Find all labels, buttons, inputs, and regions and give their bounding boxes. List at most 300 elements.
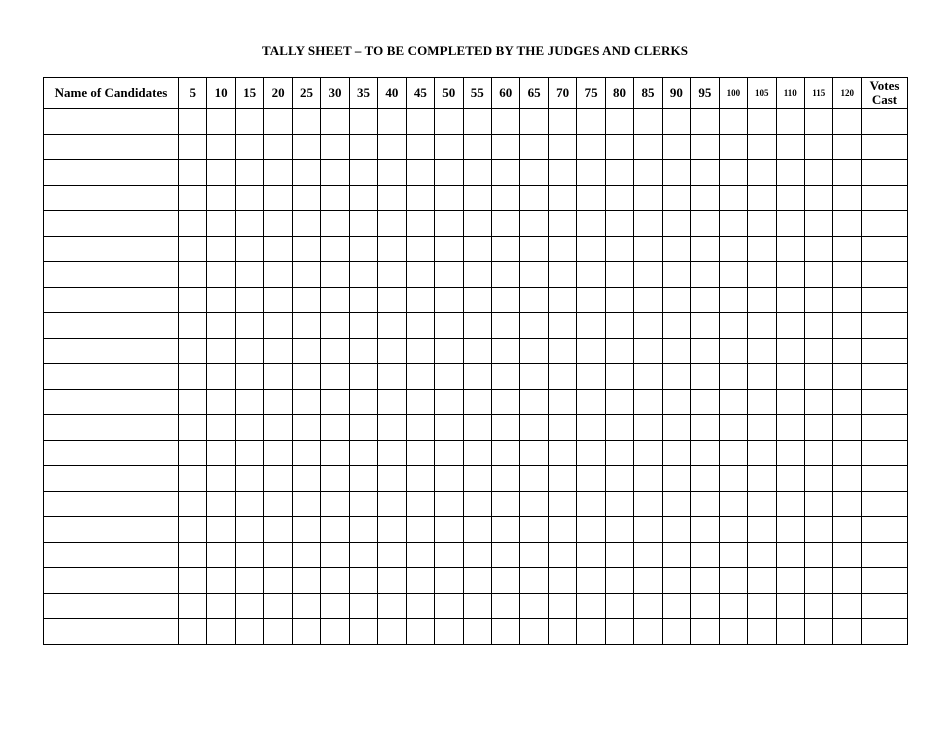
tally-cell[interactable] <box>435 185 463 211</box>
tally-cell[interactable] <box>491 619 519 645</box>
tally-cell[interactable] <box>406 338 434 364</box>
tally-cell[interactable] <box>235 542 263 568</box>
tally-cell[interactable] <box>577 491 605 517</box>
tally-cell[interactable] <box>349 593 377 619</box>
tally-cell[interactable] <box>179 160 207 186</box>
tally-cell[interactable] <box>463 389 491 415</box>
tally-cell[interactable] <box>491 313 519 339</box>
tally-cell[interactable] <box>605 415 633 441</box>
tally-cell[interactable] <box>406 466 434 492</box>
tally-cell[interactable] <box>349 568 377 594</box>
tally-cell[interactable] <box>491 440 519 466</box>
tally-cell[interactable] <box>491 542 519 568</box>
tally-cell[interactable] <box>235 160 263 186</box>
tally-cell[interactable] <box>577 211 605 237</box>
candidate-name-cell[interactable] <box>44 517 179 543</box>
tally-cell[interactable] <box>662 211 690 237</box>
tally-cell[interactable] <box>776 338 804 364</box>
tally-cell[interactable] <box>691 568 719 594</box>
tally-cell[interactable] <box>264 517 292 543</box>
tally-cell[interactable] <box>406 568 434 594</box>
tally-cell[interactable] <box>804 287 832 313</box>
tally-cell[interactable] <box>634 134 662 160</box>
tally-cell[interactable] <box>406 313 434 339</box>
tally-cell[interactable] <box>833 389 862 415</box>
votes-cast-cell[interactable] <box>862 491 908 517</box>
tally-cell[interactable] <box>264 389 292 415</box>
tally-cell[interactable] <box>179 287 207 313</box>
tally-cell[interactable] <box>235 466 263 492</box>
tally-cell[interactable] <box>179 389 207 415</box>
tally-cell[interactable] <box>520 160 548 186</box>
tally-cell[interactable] <box>321 542 349 568</box>
tally-cell[interactable] <box>748 287 776 313</box>
tally-cell[interactable] <box>179 542 207 568</box>
tally-cell[interactable] <box>292 134 320 160</box>
tally-cell[interactable] <box>235 109 263 135</box>
tally-cell[interactable] <box>491 491 519 517</box>
tally-cell[interactable] <box>321 619 349 645</box>
candidate-name-cell[interactable] <box>44 568 179 594</box>
tally-cell[interactable] <box>264 160 292 186</box>
tally-cell[interactable] <box>719 440 747 466</box>
tally-cell[interactable] <box>321 415 349 441</box>
tally-cell[interactable] <box>691 364 719 390</box>
tally-cell[interactable] <box>349 466 377 492</box>
tally-cell[interactable] <box>520 262 548 288</box>
tally-cell[interactable] <box>691 415 719 441</box>
tally-cell[interactable] <box>264 619 292 645</box>
tally-cell[interactable] <box>207 236 235 262</box>
candidate-name-cell[interactable] <box>44 185 179 211</box>
votes-cast-cell[interactable] <box>862 109 908 135</box>
tally-cell[interactable] <box>634 491 662 517</box>
votes-cast-cell[interactable] <box>862 389 908 415</box>
tally-cell[interactable] <box>605 593 633 619</box>
tally-cell[interactable] <box>378 542 406 568</box>
tally-cell[interactable] <box>804 211 832 237</box>
tally-cell[interactable] <box>378 440 406 466</box>
tally-cell[interactable] <box>207 262 235 288</box>
tally-cell[interactable] <box>435 160 463 186</box>
tally-cell[interactable] <box>691 262 719 288</box>
tally-cell[interactable] <box>292 491 320 517</box>
tally-cell[interactable] <box>378 593 406 619</box>
tally-cell[interactable] <box>691 338 719 364</box>
votes-cast-cell[interactable] <box>862 262 908 288</box>
tally-cell[interactable] <box>804 262 832 288</box>
tally-cell[interactable] <box>719 491 747 517</box>
tally-cell[interactable] <box>349 491 377 517</box>
tally-cell[interactable] <box>321 313 349 339</box>
tally-cell[interactable] <box>577 313 605 339</box>
tally-cell[interactable] <box>292 440 320 466</box>
tally-cell[interactable] <box>349 134 377 160</box>
tally-cell[interactable] <box>634 313 662 339</box>
tally-cell[interactable] <box>776 466 804 492</box>
tally-cell[interactable] <box>321 287 349 313</box>
votes-cast-cell[interactable] <box>862 517 908 543</box>
tally-cell[interactable] <box>748 236 776 262</box>
tally-cell[interactable] <box>605 185 633 211</box>
tally-cell[interactable] <box>463 517 491 543</box>
tally-cell[interactable] <box>748 593 776 619</box>
tally-cell[interactable] <box>264 542 292 568</box>
tally-cell[interactable] <box>548 287 576 313</box>
tally-cell[interactable] <box>691 619 719 645</box>
tally-cell[interactable] <box>463 568 491 594</box>
tally-cell[interactable] <box>292 517 320 543</box>
candidate-name-cell[interactable] <box>44 364 179 390</box>
tally-cell[interactable] <box>520 389 548 415</box>
candidate-name-cell[interactable] <box>44 491 179 517</box>
tally-cell[interactable] <box>776 262 804 288</box>
votes-cast-cell[interactable] <box>862 185 908 211</box>
tally-cell[interactable] <box>833 466 862 492</box>
tally-cell[interactable] <box>207 568 235 594</box>
tally-cell[interactable] <box>435 364 463 390</box>
tally-cell[interactable] <box>491 593 519 619</box>
tally-cell[interactable] <box>804 466 832 492</box>
tally-cell[interactable] <box>520 593 548 619</box>
tally-cell[interactable] <box>804 160 832 186</box>
tally-cell[interactable] <box>719 568 747 594</box>
candidate-name-cell[interactable] <box>44 287 179 313</box>
tally-cell[interactable] <box>634 440 662 466</box>
tally-cell[interactable] <box>719 236 747 262</box>
tally-cell[interactable] <box>520 491 548 517</box>
tally-cell[interactable] <box>321 491 349 517</box>
tally-cell[interactable] <box>207 313 235 339</box>
tally-cell[interactable] <box>463 160 491 186</box>
tally-cell[interactable] <box>378 491 406 517</box>
tally-cell[interactable] <box>378 517 406 543</box>
tally-cell[interactable] <box>662 466 690 492</box>
tally-cell[interactable] <box>435 236 463 262</box>
tally-cell[interactable] <box>520 211 548 237</box>
tally-cell[interactable] <box>833 364 862 390</box>
tally-cell[interactable] <box>179 211 207 237</box>
tally-cell[interactable] <box>179 593 207 619</box>
tally-cell[interactable] <box>435 389 463 415</box>
tally-cell[interactable] <box>435 415 463 441</box>
tally-cell[interactable] <box>691 491 719 517</box>
tally-cell[interactable] <box>207 466 235 492</box>
tally-cell[interactable] <box>691 185 719 211</box>
tally-cell[interactable] <box>634 287 662 313</box>
tally-cell[interactable] <box>804 364 832 390</box>
tally-cell[interactable] <box>321 185 349 211</box>
tally-cell[interactable] <box>264 313 292 339</box>
tally-cell[interactable] <box>207 415 235 441</box>
tally-cell[interactable] <box>605 211 633 237</box>
tally-cell[interactable] <box>662 440 690 466</box>
tally-cell[interactable] <box>748 134 776 160</box>
tally-cell[interactable] <box>292 364 320 390</box>
tally-cell[interactable] <box>776 364 804 390</box>
tally-cell[interactable] <box>378 262 406 288</box>
votes-cast-cell[interactable] <box>862 211 908 237</box>
tally-cell[interactable] <box>577 517 605 543</box>
tally-cell[interactable] <box>264 211 292 237</box>
tally-cell[interactable] <box>691 287 719 313</box>
votes-cast-cell[interactable] <box>862 338 908 364</box>
tally-cell[interactable] <box>321 338 349 364</box>
tally-cell[interactable] <box>548 134 576 160</box>
tally-cell[interactable] <box>207 542 235 568</box>
votes-cast-cell[interactable] <box>862 287 908 313</box>
tally-cell[interactable] <box>207 619 235 645</box>
candidate-name-cell[interactable] <box>44 109 179 135</box>
tally-cell[interactable] <box>292 109 320 135</box>
tally-cell[interactable] <box>463 287 491 313</box>
tally-cell[interactable] <box>491 287 519 313</box>
tally-cell[interactable] <box>776 211 804 237</box>
tally-cell[interactable] <box>548 568 576 594</box>
tally-cell[interactable] <box>748 262 776 288</box>
tally-cell[interactable] <box>378 568 406 594</box>
tally-cell[interactable] <box>235 364 263 390</box>
tally-cell[interactable] <box>491 211 519 237</box>
tally-cell[interactable] <box>748 109 776 135</box>
tally-cell[interactable] <box>292 389 320 415</box>
tally-cell[interactable] <box>207 389 235 415</box>
tally-cell[interactable] <box>349 619 377 645</box>
tally-cell[interactable] <box>378 466 406 492</box>
tally-cell[interactable] <box>378 338 406 364</box>
tally-cell[interactable] <box>321 211 349 237</box>
tally-cell[interactable] <box>804 338 832 364</box>
tally-cell[interactable] <box>833 619 862 645</box>
tally-cell[interactable] <box>776 517 804 543</box>
tally-cell[interactable] <box>776 313 804 339</box>
tally-cell[interactable] <box>804 491 832 517</box>
tally-cell[interactable] <box>691 542 719 568</box>
tally-cell[interactable] <box>577 185 605 211</box>
votes-cast-cell[interactable] <box>862 364 908 390</box>
tally-cell[interactable] <box>435 440 463 466</box>
tally-cell[interactable] <box>378 619 406 645</box>
tally-cell[interactable] <box>435 466 463 492</box>
tally-cell[interactable] <box>520 313 548 339</box>
candidate-name-cell[interactable] <box>44 389 179 415</box>
tally-cell[interactable] <box>264 338 292 364</box>
tally-cell[interactable] <box>406 415 434 441</box>
tally-cell[interactable] <box>292 338 320 364</box>
tally-cell[interactable] <box>378 287 406 313</box>
tally-cell[interactable] <box>321 236 349 262</box>
tally-cell[interactable] <box>235 185 263 211</box>
candidate-name-cell[interactable] <box>44 211 179 237</box>
tally-cell[interactable] <box>321 568 349 594</box>
tally-cell[interactable] <box>207 517 235 543</box>
tally-cell[interactable] <box>804 185 832 211</box>
tally-cell[interactable] <box>577 364 605 390</box>
tally-cell[interactable] <box>548 236 576 262</box>
tally-cell[interactable] <box>179 440 207 466</box>
tally-cell[interactable] <box>235 211 263 237</box>
tally-cell[interactable] <box>349 364 377 390</box>
tally-cell[interactable] <box>349 517 377 543</box>
tally-cell[interactable] <box>349 415 377 441</box>
tally-cell[interactable] <box>662 262 690 288</box>
tally-cell[interactable] <box>634 415 662 441</box>
tally-cell[interactable] <box>719 389 747 415</box>
tally-cell[interactable] <box>634 338 662 364</box>
tally-cell[interactable] <box>463 236 491 262</box>
tally-cell[interactable] <box>321 134 349 160</box>
tally-cell[interactable] <box>776 440 804 466</box>
tally-cell[interactable] <box>349 287 377 313</box>
tally-cell[interactable] <box>719 287 747 313</box>
tally-cell[interactable] <box>577 593 605 619</box>
tally-cell[interactable] <box>463 466 491 492</box>
tally-cell[interactable] <box>605 517 633 543</box>
tally-cell[interactable] <box>634 211 662 237</box>
tally-cell[interactable] <box>491 466 519 492</box>
tally-cell[interactable] <box>548 542 576 568</box>
tally-cell[interactable] <box>719 517 747 543</box>
tally-cell[interactable] <box>321 593 349 619</box>
tally-cell[interactable] <box>634 466 662 492</box>
tally-cell[interactable] <box>406 593 434 619</box>
tally-cell[interactable] <box>833 185 862 211</box>
tally-cell[interactable] <box>691 236 719 262</box>
tally-cell[interactable] <box>292 185 320 211</box>
tally-cell[interactable] <box>349 389 377 415</box>
tally-cell[interactable] <box>833 415 862 441</box>
tally-cell[interactable] <box>833 134 862 160</box>
tally-cell[interactable] <box>634 542 662 568</box>
tally-cell[interactable] <box>662 338 690 364</box>
tally-cell[interactable] <box>548 160 576 186</box>
tally-cell[interactable] <box>207 134 235 160</box>
tally-cell[interactable] <box>605 160 633 186</box>
tally-cell[interactable] <box>804 542 832 568</box>
tally-cell[interactable] <box>634 185 662 211</box>
tally-cell[interactable] <box>748 517 776 543</box>
tally-cell[interactable] <box>321 466 349 492</box>
tally-cell[interactable] <box>235 415 263 441</box>
tally-cell[interactable] <box>691 440 719 466</box>
tally-cell[interactable] <box>804 313 832 339</box>
tally-cell[interactable] <box>548 466 576 492</box>
tally-cell[interactable] <box>577 236 605 262</box>
tally-cell[interactable] <box>491 568 519 594</box>
tally-cell[interactable] <box>833 568 862 594</box>
tally-cell[interactable] <box>207 440 235 466</box>
tally-cell[interactable] <box>349 262 377 288</box>
tally-cell[interactable] <box>435 109 463 135</box>
tally-cell[interactable] <box>691 593 719 619</box>
tally-cell[interactable] <box>406 517 434 543</box>
tally-cell[interactable] <box>207 364 235 390</box>
tally-cell[interactable] <box>776 389 804 415</box>
tally-cell[interactable] <box>548 109 576 135</box>
candidate-name-cell[interactable] <box>44 313 179 339</box>
tally-cell[interactable] <box>264 262 292 288</box>
tally-cell[interactable] <box>349 338 377 364</box>
tally-cell[interactable] <box>463 211 491 237</box>
tally-cell[interactable] <box>520 338 548 364</box>
tally-cell[interactable] <box>748 185 776 211</box>
tally-cell[interactable] <box>435 593 463 619</box>
tally-cell[interactable] <box>235 134 263 160</box>
tally-cell[interactable] <box>776 491 804 517</box>
tally-cell[interactable] <box>435 262 463 288</box>
tally-cell[interactable] <box>691 109 719 135</box>
tally-cell[interactable] <box>605 134 633 160</box>
votes-cast-cell[interactable] <box>862 160 908 186</box>
tally-cell[interactable] <box>463 440 491 466</box>
tally-cell[interactable] <box>719 619 747 645</box>
tally-cell[interactable] <box>207 593 235 619</box>
tally-cell[interactable] <box>406 440 434 466</box>
tally-cell[interactable] <box>605 109 633 135</box>
tally-cell[interactable] <box>634 364 662 390</box>
tally-cell[interactable] <box>463 415 491 441</box>
tally-cell[interactable] <box>435 491 463 517</box>
tally-cell[interactable] <box>719 593 747 619</box>
tally-cell[interactable] <box>520 542 548 568</box>
tally-cell[interactable] <box>520 517 548 543</box>
votes-cast-cell[interactable] <box>862 542 908 568</box>
tally-cell[interactable] <box>264 440 292 466</box>
tally-cell[interactable] <box>406 185 434 211</box>
tally-cell[interactable] <box>491 262 519 288</box>
tally-cell[interactable] <box>833 236 862 262</box>
candidate-name-cell[interactable] <box>44 542 179 568</box>
votes-cast-cell[interactable] <box>862 568 908 594</box>
tally-cell[interactable] <box>833 160 862 186</box>
tally-cell[interactable] <box>435 542 463 568</box>
tally-cell[interactable] <box>691 160 719 186</box>
tally-cell[interactable] <box>349 160 377 186</box>
tally-cell[interactable] <box>406 389 434 415</box>
tally-cell[interactable] <box>179 466 207 492</box>
tally-cell[interactable] <box>719 211 747 237</box>
tally-cell[interactable] <box>804 619 832 645</box>
tally-cell[interactable] <box>662 619 690 645</box>
tally-cell[interactable] <box>463 185 491 211</box>
candidate-name-cell[interactable] <box>44 593 179 619</box>
tally-cell[interactable] <box>491 517 519 543</box>
tally-cell[interactable] <box>235 440 263 466</box>
tally-cell[interactable] <box>748 313 776 339</box>
tally-cell[interactable] <box>378 109 406 135</box>
tally-cell[interactable] <box>321 364 349 390</box>
tally-cell[interactable] <box>406 236 434 262</box>
tally-cell[interactable] <box>406 134 434 160</box>
tally-cell[interactable] <box>577 338 605 364</box>
tally-cell[interactable] <box>634 262 662 288</box>
tally-cell[interactable] <box>548 185 576 211</box>
tally-cell[interactable] <box>406 211 434 237</box>
tally-cell[interactable] <box>662 185 690 211</box>
tally-cell[interactable] <box>548 389 576 415</box>
tally-cell[interactable] <box>804 389 832 415</box>
candidate-name-cell[interactable] <box>44 415 179 441</box>
tally-cell[interactable] <box>349 313 377 339</box>
tally-cell[interactable] <box>833 517 862 543</box>
tally-cell[interactable] <box>378 236 406 262</box>
tally-cell[interactable] <box>719 185 747 211</box>
tally-cell[interactable] <box>520 364 548 390</box>
tally-cell[interactable] <box>491 338 519 364</box>
tally-cell[interactable] <box>520 287 548 313</box>
tally-cell[interactable] <box>662 364 690 390</box>
tally-cell[interactable] <box>719 109 747 135</box>
